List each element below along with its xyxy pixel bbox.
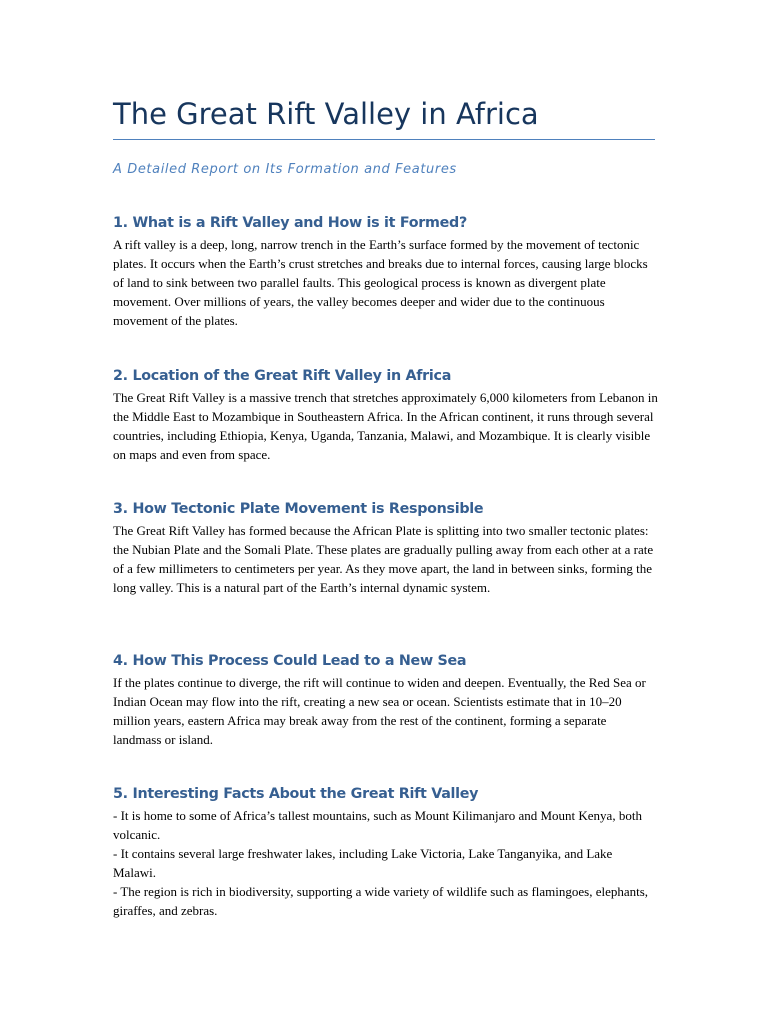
section-body: A rift valley is a deep, long, narrow trench in the Earth’s surface formed by the movement of tectonic plates. It occurs when the Earth’s crust stretches and breaks due to internal forces, causing large blocks of land to sink between two parallel faults. This geological process is known as divergent plate movement. Over millions of years, the valley becomes deeper and wider due to the continuous movement of the plates.	[113, 237, 648, 329]
section-heading: 1. What is a Rift Valley and How is it Formed?	[113, 215, 467, 231]
fact-item: - It is home to some of Africa’s tallest mountains, such as Mount Kilimanjaro and Mount Kenya, both volcanic.	[113, 808, 642, 843]
section-heading: 3. How Tectonic Plate Movement is Responsible	[113, 501, 484, 517]
section-body: The Great Rift Valley is a massive trench that stretches approximately 6,000 kilometers from Lebanon in the Middle East to Mozambique in Southeastern Africa. In the African continent, it runs through several countries, including Ethiopia, Kenya, Uganda, Tanzania, Malawi, and Mozambique. It is clearly visible on maps and even from space.	[113, 390, 658, 463]
section-new-sea	[113, 649, 658, 749]
section-location	[113, 364, 658, 464]
facts-list	[113, 806, 658, 921]
section-rift-valley-formation	[113, 211, 658, 330]
section-interesting-facts	[113, 782, 658, 921]
fact-item: - The region is rich in biodiversity, supporting a wide variety of wildlife such as flamingoes, elephants, giraffes, and zebras.	[113, 884, 649, 919]
section-plate-movement	[113, 497, 658, 597]
section-heading: 2. Location of the Great Rift Valley in Africa	[113, 368, 452, 384]
section-heading: 4. How This Process Could Lead to a New Sea	[113, 653, 467, 669]
document-subtitle: A Detailed Report on Its Formation and Features	[113, 162, 457, 177]
title-divider	[113, 139, 655, 140]
section-heading: 5. Interesting Facts About the Great Rift Valley	[113, 786, 479, 802]
section-body: The Great Rift Valley has formed because the African Plate is splitting into two smaller tectonic plates: the Nubian Plate and the Somali Plate. These plates are gradually pulling away from each other at a rate of a few millimeters to centimeters per year. As they move apart, the land in between sinks, forming the long valley. This is a natural part of the Earth’s internal dynamic system.	[113, 523, 654, 596]
section-body: If the plates continue to diverge, the rift will continue to widen and deepen. Eventually, the Red Sea or Indian Ocean may flow into the rift, creating a new sea or ocean. Scientists estimate that in 10–20 million years, eastern Africa may break away from the rest of the continent, forming a separate landmass or island.	[113, 675, 646, 748]
fact-item: - It contains several large freshwater lakes, including Lake Victoria, Lake Tanganyika, and Lake Malawi.	[113, 846, 613, 881]
document-title: The Great Rift Valley in Africa	[113, 97, 539, 131]
